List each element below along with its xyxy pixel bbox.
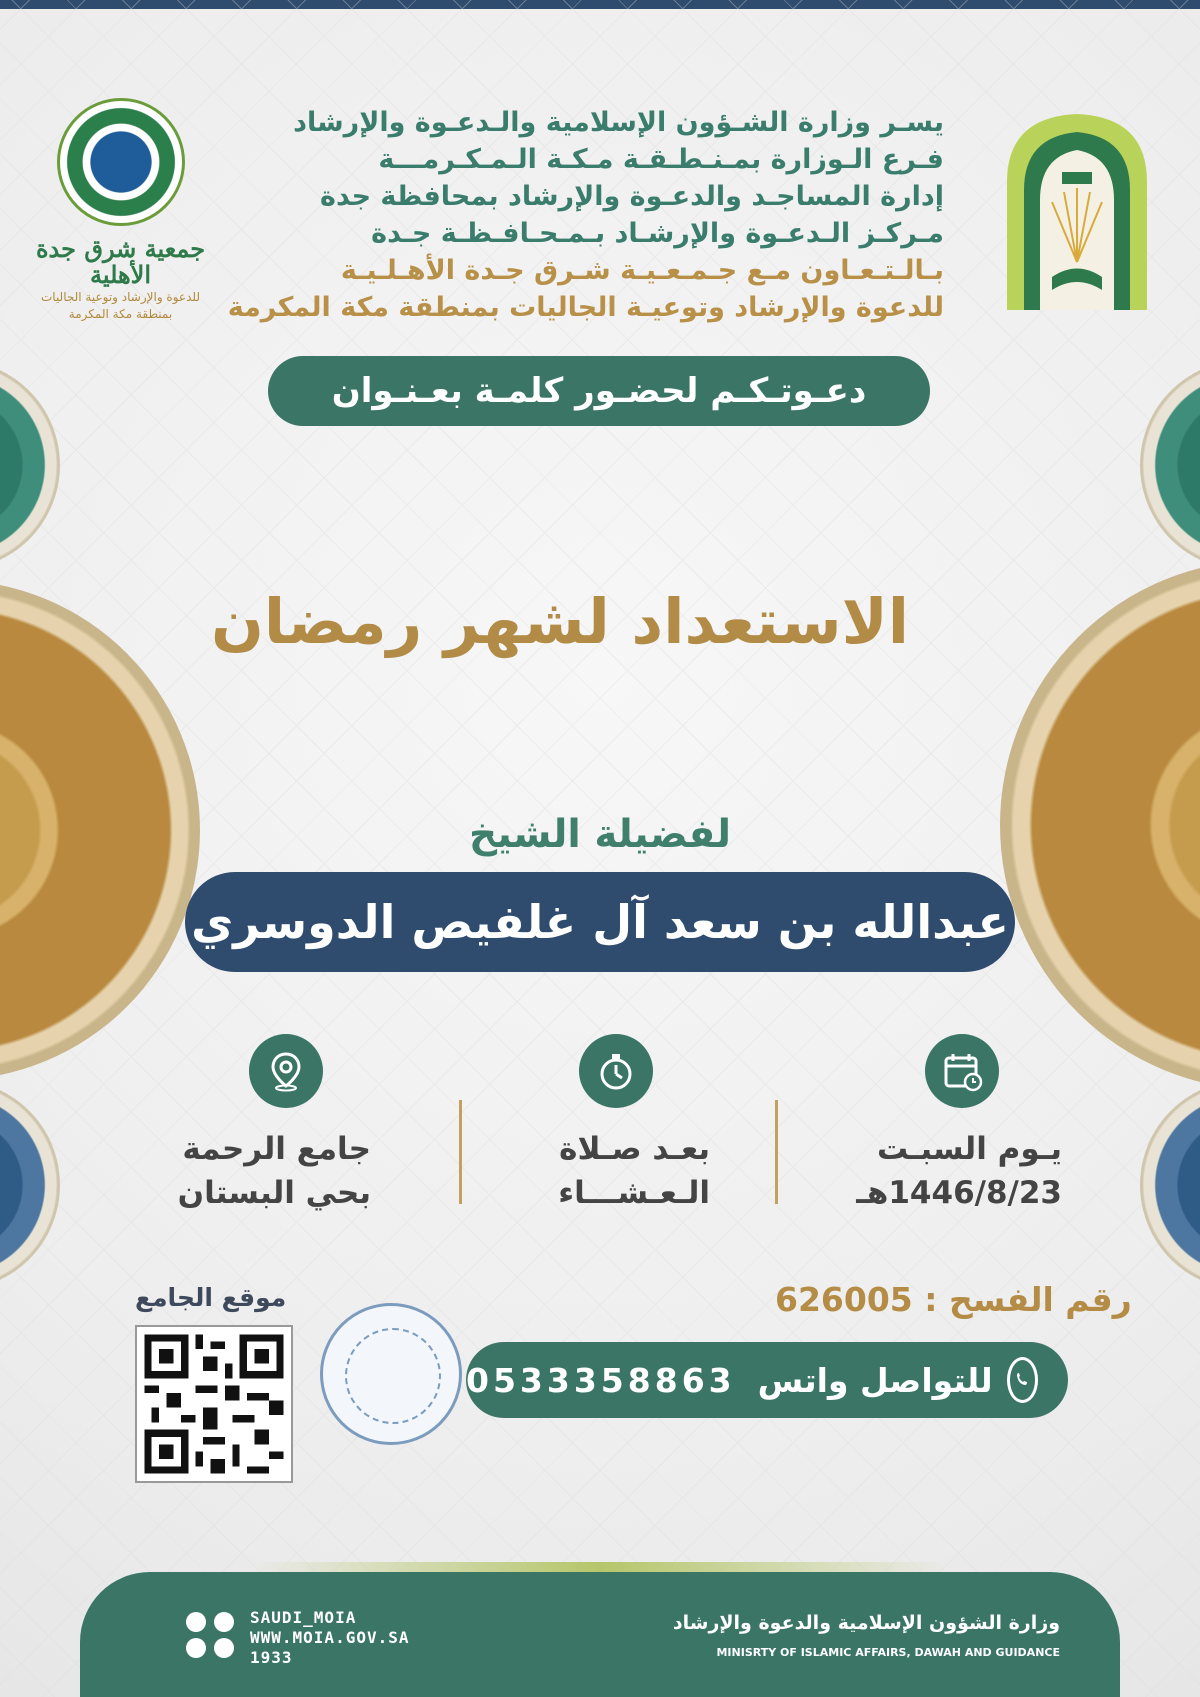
footer-ministry-ar: وزارة الشؤون الإسلامية والدعوة والإرشاد <box>672 1612 1060 1634</box>
permit-number: رقم الفسح : 626005 <box>775 1280 1132 1319</box>
event-date <box>856 1127 1062 1215</box>
district-name: بحي البستان <box>177 1175 371 1211</box>
stamp-seal <box>345 1328 441 1424</box>
event-time-line: الـعـشـــاء <box>558 1175 710 1211</box>
association-subtitle: للدعوة والإرشاد وتوعية الجاليات <box>40 289 200 304</box>
intro-line: مـركـز الـدعـوة والإرشـاد بـمـحـافـظـة جـدة <box>371 218 944 249</box>
location-pin-icon <box>249 1034 323 1108</box>
association-region: بمنطقة مكة المكرمة <box>68 306 173 321</box>
mosque-location-label: موقع الجامع <box>135 1283 287 1312</box>
sheikh-name: عبدالله بن سعد آل غلفيص الدوسري <box>185 872 1015 972</box>
intro-line: إدارة المساجـد والدعـوة والإرشاد بمحافظة جدة <box>320 181 944 212</box>
social-icons <box>186 1612 236 1658</box>
event-time <box>558 1127 710 1215</box>
intro-line: بـالـتـعـاون مـع جـمـعـيـة شـرق جـدة الأهـلـيـة <box>340 255 944 286</box>
twitter-icon[interactable] <box>186 1612 206 1632</box>
center-stamp <box>320 1303 462 1445</box>
event-place <box>178 1127 371 1215</box>
footer-ministry-en: MINISRTY OF ISLAMIC AFFAIRS, DAWAH AND GUIDANCE <box>716 1646 1060 1659</box>
whatsapp-label: للتواصل واتس <box>757 1360 993 1400</box>
facebook-icon[interactable] <box>186 1638 206 1658</box>
sheikh-label: لفضيلة الشيخ <box>469 812 731 857</box>
website-link[interactable]: WWW.MOIA.GOV.SA <box>250 1628 410 1647</box>
globe-icon <box>57 98 185 226</box>
event-day: يـوم السبـت <box>876 1131 1062 1167</box>
whatsapp-contact[interactable] <box>466 1342 1068 1418</box>
whatsapp-number[interactable]: 0533358863 <box>466 1360 736 1400</box>
phone-icon[interactable] <box>214 1638 234 1658</box>
divider <box>459 1100 462 1204</box>
social-handle: SAUDI_MOIA <box>250 1608 357 1627</box>
stopwatch-icon <box>579 1034 653 1108</box>
intro-line: فـرع الـوزارة بمـنـطـقـة مـكـة الـمـكـرمـــة <box>378 144 944 175</box>
footer-contacts <box>250 1608 410 1668</box>
mosque-name: جامع الرحمة <box>182 1131 371 1167</box>
whatsapp-icon <box>1007 1357 1038 1403</box>
association-name: جمعية شرق جدة الأهلية <box>35 234 206 290</box>
event-time-line: بعـد صـلاة <box>559 1131 710 1167</box>
footer-accent-line <box>250 1562 950 1572</box>
divider <box>775 1100 778 1204</box>
instagram-icon[interactable] <box>214 1612 234 1632</box>
lecture-title: الاستعداد لشهر رمضان <box>211 585 909 658</box>
intro-line: للدعوة والإرشاد وتوعيـة الجاليات بمنطقة مكة المكرمة <box>227 292 944 323</box>
mosque-location-qr-code[interactable] <box>135 1325 293 1483</box>
intro-text <box>227 104 944 326</box>
phone-number: 1933 <box>250 1648 293 1667</box>
calendar-icon <box>925 1034 999 1108</box>
event-hijri-date: 1446/8/23هـ <box>856 1175 1062 1211</box>
intro-line: يسـر وزارة الشـؤون الإسلامية والـدعـوة والإرشاد <box>293 107 944 138</box>
footer <box>80 1572 1120 1697</box>
invite-banner: دعـوتـكـم لحضـور كلمـة بعـنـوان <box>268 356 930 426</box>
ministry-logo <box>1002 112 1152 310</box>
association-logo <box>18 98 223 328</box>
